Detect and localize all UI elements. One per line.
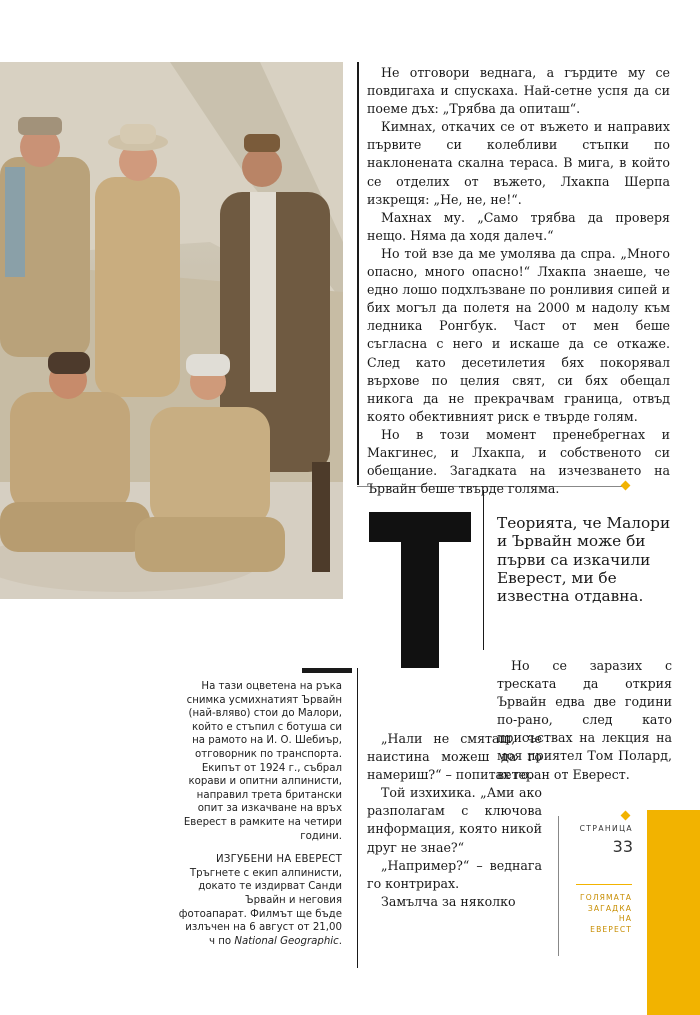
column-rule-top bbox=[357, 62, 359, 485]
promo-channel: National Geographic bbox=[234, 935, 339, 947]
pull-quote bbox=[497, 514, 672, 605]
article-top-column bbox=[367, 64, 670, 498]
promo-end: . bbox=[338, 935, 342, 947]
accent-diamond-bottom bbox=[621, 811, 631, 821]
section-line: ЕВЕРЕСТ bbox=[590, 924, 632, 934]
page-number: 33 bbox=[612, 837, 633, 856]
column-rule-pullquote bbox=[483, 490, 484, 650]
paragraph: Не отговори веднага, а гърдите му се повдигаха и спускаха. Най-сетне успя да си поеме дъх: „Трябва да опиташ“. bbox=[367, 65, 670, 117]
expedition-photo bbox=[0, 62, 343, 599]
caption-text: На тази оцветена на ръка снимка усмихнатият Ървайн (най-вляво) стои до Малори, който е стъпил с ботуша си на рамото на И. О. Шебиър, отговорник по транспорта. Екипът от 1924 г., събрал корави и опитни алпинисти, направил трета британски опит за изкачване на връх Еверест в рамките на четири години. bbox=[183, 681, 342, 842]
paragraph: Махнах му. „Само трябва да проверя нещо. Няма да ходя далеч.“ bbox=[367, 209, 670, 243]
column-rule-bottom bbox=[357, 668, 358, 968]
pull-quote-text: Теорията, че Малори и Ървайн може би първи са изкачили Еверест, ми бе известна отдавна. bbox=[497, 514, 671, 606]
article-lower-column-b bbox=[367, 730, 542, 911]
paragraph: Той изхихика. „Ами ако разполагам с ключова информация, която никой друг не знае?“ bbox=[367, 785, 542, 855]
drop-cap bbox=[365, 510, 475, 670]
photo-caption bbox=[176, 680, 342, 948]
paragraph: „Нали не смяташ, че наистина можеш да го намериш?“ – попитах го. bbox=[367, 731, 542, 783]
section-line: НА bbox=[618, 914, 632, 924]
page-block-rule bbox=[558, 816, 559, 956]
paragraph: Замълча за няколко bbox=[381, 893, 516, 909]
paragraph: Но се заразих с треската да открия Ървайн едва две години по-рано, след като присъствах на лекция на моя приятел Том Полард, ветеран от Еверест. bbox=[497, 658, 672, 782]
paragraph: Но в този момент пренебрегнах и Макгинес, и Лхакпа, и собственото си обещание. Загадката на изчезването на Ървайн беше твърде голяма. bbox=[367, 426, 670, 497]
page-label: СТРАНИЦА bbox=[579, 824, 633, 833]
paragraph: „Например?“ – веднага го контрирах. bbox=[367, 857, 542, 891]
page-number-block bbox=[565, 824, 633, 856]
expedition-photo-illustration bbox=[0, 62, 343, 599]
section-line: ГОЛЯМАТА bbox=[580, 893, 632, 902]
caption-rule bbox=[302, 668, 352, 673]
section-rule bbox=[576, 884, 632, 885]
section-name bbox=[572, 893, 632, 935]
paragraph: Но той взе да ме умолява да спра. „Много опасно, много опасно!“ Лхакпа знаеше, че едно лошо подхлъзване по ронливия сипей и бих могъл да полетя на 2000 м надолу към ледника Ронгбук. Част от мен беше съгласна с него и искаше да се откаже. След като десетилетия бях покорявал върхове по целия свят, си бях обещал никога да не прекрачвам граница, отвъд която обективният риск е твърде голям. bbox=[367, 245, 670, 424]
promo-text: Тръгнете с екип алпинисти, докато те издирват Санди Ървайн и неговия фотоапарат. Филмът ще бъде излъчен на 6 август от 21,00 ч по bbox=[178, 867, 342, 947]
yellow-side-tab bbox=[647, 810, 700, 1015]
section-line: ЗАГАДКА bbox=[587, 903, 632, 913]
paragraph: Кимнах, откачих се от въжето и направих първите си колебливи стъпки по наклонената скална тераса. В мига, в който се отделих от въжето, Лхакпа Шерпа изкрещя: „Не, не, не!“. bbox=[367, 119, 670, 207]
promo-heading: ИЗГУБЕНИ НА ЕВЕРЕСТ bbox=[216, 854, 342, 866]
